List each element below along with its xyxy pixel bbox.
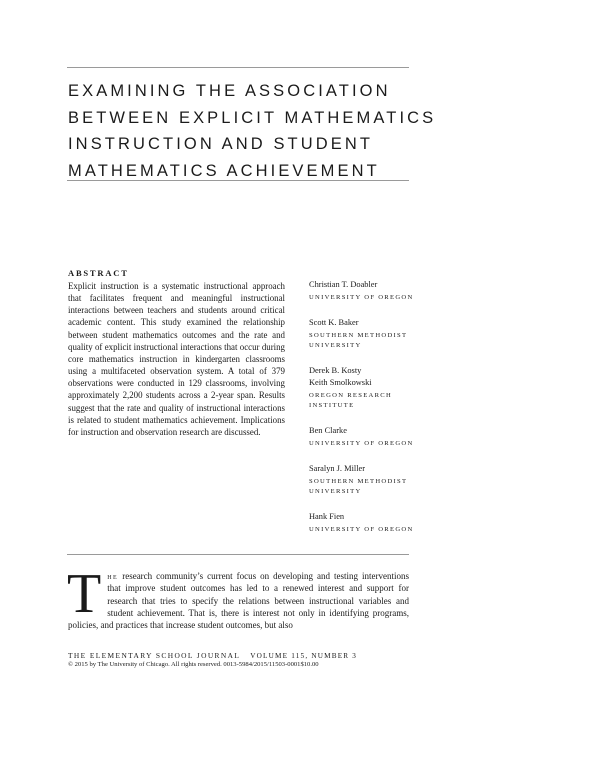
author-entry bbox=[309, 365, 419, 411]
abstract-heading: ABSTRACT bbox=[68, 268, 129, 278]
title-top-rule bbox=[67, 67, 409, 68]
title-line: EXAMINING THE ASSOCIATION bbox=[68, 82, 391, 100]
author-name: Saralyn J. Miller bbox=[309, 464, 366, 473]
title-line: BETWEEN EXPLICIT MATHEMATICS bbox=[68, 108, 437, 127]
intro-text: research community’s current focus on developing and testing interventions that improve student outcomes has led to a renewed interest and support for research that tries to specify the relations between instructional variables and student achievement. That is, there is interest not only in identifying programs, policies, and practices that increase student outcomes, but also bbox=[68, 571, 409, 631]
author-name: Derek B. Kosty bbox=[309, 366, 362, 375]
author-name: Scott K. Baker bbox=[309, 318, 359, 327]
author-name: Ben Clarke bbox=[309, 426, 347, 435]
journal-name: THE ELEMENTARY SCHOOL JOURNAL bbox=[68, 651, 241, 660]
article-title bbox=[68, 78, 437, 184]
author-entry bbox=[309, 317, 419, 351]
abstract-text: Explicit instruction is a systematic instructional approach that facilitates frequent and meaningful instructional interactions between teachers and students around critical academic content. This study examined the relationship between student mathematics outcomes and the rate and quality of explicit instructional interactions that occur during core mathematics instruction in kindergarten classrooms using a multifaceted observation system. A total of 379 observations were conducted in 129 classrooms, involving approximately 2,200 students across a 2-year span. Results suggest that the rate and quality of instructional interactions is related to student mathematics achievement. Implications for instruction and observation research are discussed. bbox=[68, 281, 285, 437]
title-line: MATHEMATICS ACHIEVEMENT bbox=[68, 161, 380, 180]
intro-paragraph bbox=[67, 563, 409, 631]
author-affiliation: OREGON RESEARCH INSTITUTE bbox=[309, 392, 393, 409]
author-affiliation: SOUTHERN METHODIST UNIVERSITY bbox=[309, 478, 408, 495]
author-affiliation: UNIVERSITY OF OREGON bbox=[309, 294, 414, 301]
intro-lead-smallcaps: he bbox=[107, 571, 119, 581]
author-name: Hank Fien bbox=[309, 512, 345, 521]
journal-line bbox=[68, 651, 413, 660]
copyright-line: © 2015 by The University of Chicago. All rights reserved. 0013-5984/2015/11503-0001$10.00 bbox=[68, 661, 319, 668]
author-entry bbox=[309, 463, 419, 497]
author-affiliation: SOUTHERN METHODIST UNIVERSITY bbox=[309, 332, 408, 349]
title-bottom-rule bbox=[67, 180, 409, 181]
author-name: Christian T. Doabler bbox=[309, 280, 378, 289]
author-entry bbox=[309, 425, 419, 449]
author-name: Keith Smolkowski bbox=[309, 378, 372, 387]
author-entry bbox=[309, 511, 419, 535]
title-line: INSTRUCTION AND STUDENT bbox=[68, 135, 374, 153]
author-list bbox=[309, 279, 419, 549]
author-affiliation: UNIVERSITY OF OREGON bbox=[309, 526, 414, 533]
section-rule bbox=[67, 554, 409, 555]
journal-footer bbox=[68, 651, 413, 668]
author-entry bbox=[309, 279, 419, 303]
author-affiliation: UNIVERSITY OF OREGON bbox=[309, 440, 414, 447]
journal-volume: VOLUME 115, NUMBER 3 bbox=[250, 652, 358, 660]
drop-cap: T bbox=[67, 563, 102, 625]
